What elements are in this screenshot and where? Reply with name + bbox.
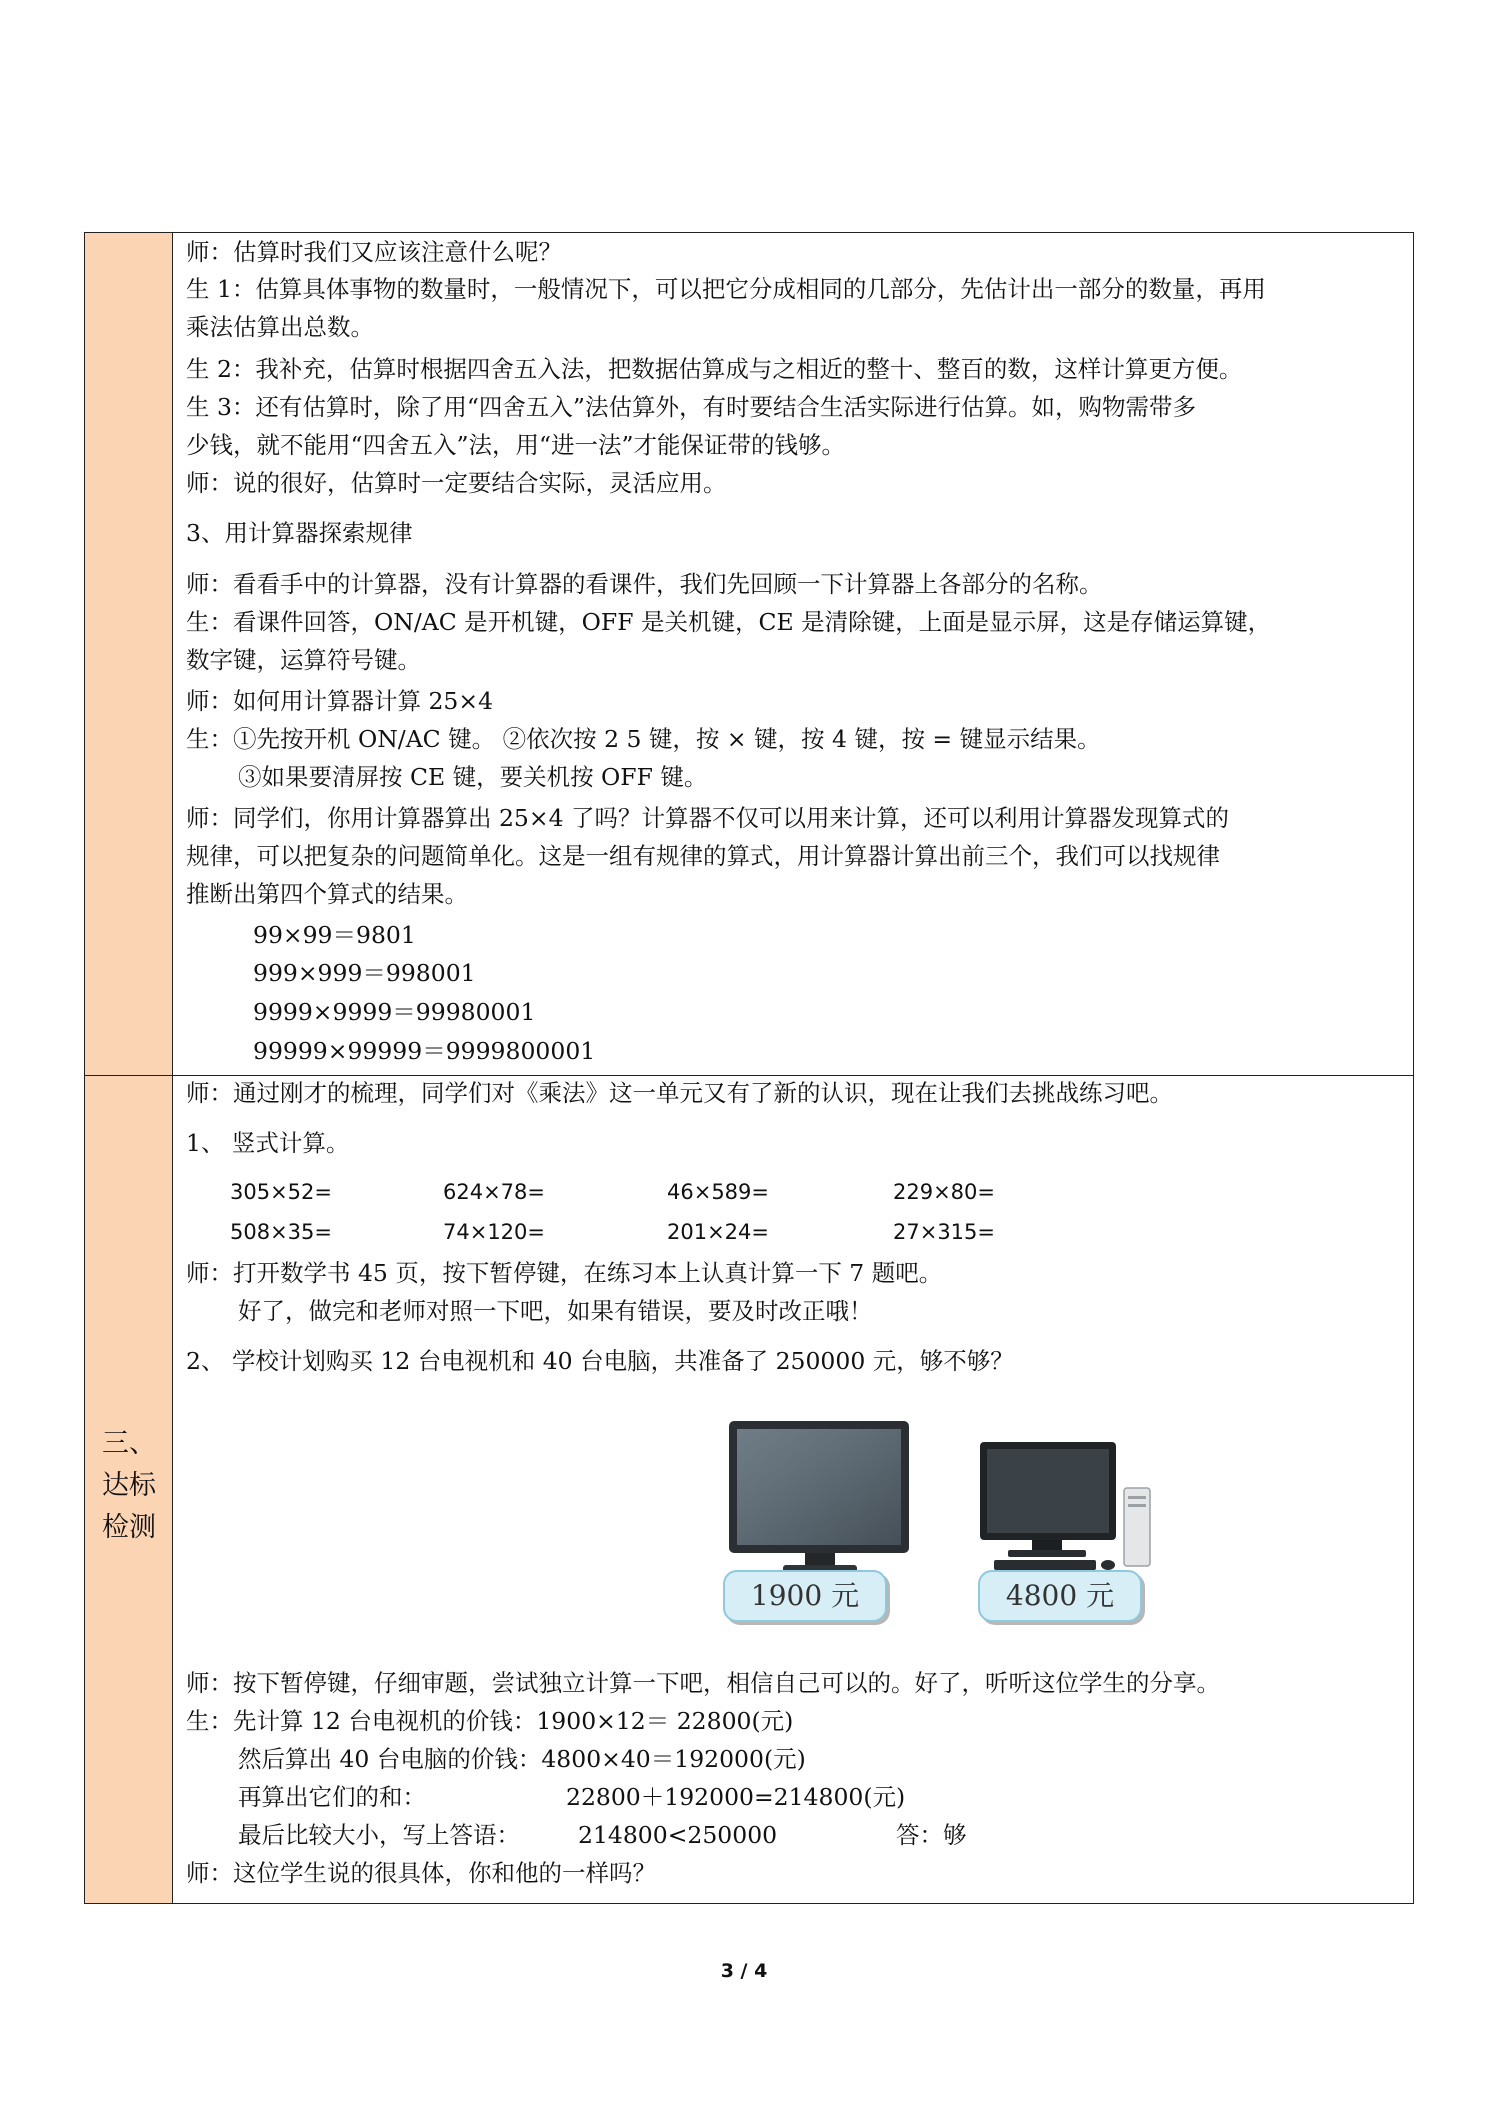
text-line: 数字键，运算符号键。 [186, 646, 421, 674]
text-line: 师：通过刚才的梳理，同学们对《乘法》这一单元又有了新的认识，现在让我们去挑战练习吧。 [186, 1079, 1173, 1107]
desktop-computer-icon [968, 1440, 1168, 1575]
exercise-item: 27×315= [893, 1220, 995, 1244]
text-line: 214800<250000 [578, 1821, 778, 1849]
text-line: 师：这位学生说的很具体，你和他的一样吗？ [186, 1859, 656, 1887]
equation-line: 99999×99999＝9999800001 [253, 1037, 596, 1065]
text-line: 生 2：我补充，估算时根据四舍五入法，把数据估算成与之相近的整十、整百的数，这样计算更方便。 [186, 355, 1243, 383]
tv-price-tag: 1900 元 [723, 1570, 887, 1622]
desktop-computer-figure [968, 1440, 1168, 1575]
text-line: 师：同学们，你用计算器算出 25×4 了吗？计算器不仅可以用来计算，还可以利用计算器发现算式的 [186, 804, 1229, 832]
text-line: 再算出它们的和： [238, 1783, 426, 1811]
row-divider [85, 1075, 1413, 1076]
text-line: 最后比较大小，写上答语： [238, 1821, 520, 1849]
page-number: 3 / 4 [720, 1960, 768, 1982]
section-label-line: 达标 [102, 1470, 156, 1501]
text-line: 生 1：估算具体事物的数量时，一般情况下，可以把它分成相同的几部分，先估计出一部分的数量，再用 [186, 275, 1266, 303]
section-label-line: 检测 [102, 1512, 156, 1543]
equation-line: 99×99＝9801 [253, 921, 416, 949]
exercise-item: 46×589= [667, 1180, 769, 1204]
exercise-item: 624×78= [443, 1180, 545, 1204]
text-line: 少钱，就不能用“四舍五入”法，用“进一法”才能保证带的钱够。 [186, 431, 846, 459]
text-line: 师：打开数学书 45 页，按下暂停键，在练习本上认真计算一下 7 题吧。 [186, 1259, 943, 1287]
text-line: 推断出第四个算式的结果。 [186, 880, 468, 908]
question-title: 1、 竖式计算。 [186, 1129, 350, 1157]
text-line: 生 3：还有估算时，除了用“四舍五入”法估算外，有时要结合生活实际进行估算。如，购物需带多 [186, 393, 1196, 421]
tv-monitor-icon [725, 1415, 915, 1580]
exercise-item: 229×80= [893, 1180, 995, 1204]
computer-price-tag: 4800 元 [978, 1570, 1142, 1622]
text-line: 师：如何用计算器计算 25×4 [186, 687, 494, 715]
exercise-item: 305×52= [230, 1180, 332, 1204]
equation-line: 9999×9999＝99980001 [253, 998, 536, 1026]
text-line: ③如果要清屏按 CE 键，要关机按 OFF 键。 [238, 763, 708, 791]
text-line: 好了，做完和老师对照一下吧，如果有错误，要及时改正哦！ [238, 1297, 873, 1325]
text-line: 师：说的很好，估算时一定要结合实际，灵活应用。 [186, 469, 727, 497]
text-line: 师：看看手中的计算器，没有计算器的看课件，我们先回顾一下计算器上各部分的名称。 [186, 570, 1103, 598]
section-label-column [85, 233, 173, 1903]
question-title: 2、 学校计划购买 12 台电视机和 40 台电脑，共准备了 250000 元，够不够？ [186, 1347, 1014, 1375]
exercise-item: 201×24= [667, 1220, 769, 1244]
text-line: 师：估算时我们又应该注意什么呢？ [186, 238, 562, 266]
exercise-item: 74×120= [443, 1220, 545, 1244]
text-line: 师：按下暂停键，仔细审题，尝试独立计算一下吧，相信自己可以的。好了，听听这位学生的分享。 [186, 1669, 1220, 1697]
answer-text: 答：够 [896, 1821, 967, 1849]
text-line: 规律，可以把复杂的问题简单化。这是一组有规律的算式，用计算器计算出前三个，我们可以找规律 [186, 842, 1220, 870]
text-line: 生：①先按开机 ON/AC 键。 ②依次按 2 5 键，按 × 键，按 4 键，按 = 键显示结果。 [186, 725, 1101, 753]
text-line: 生：看课件回答，ON/AC 是开机键，OFF 是关机键，CE 是清除键，上面是显示屏，这是存储运算键， [186, 608, 1272, 636]
text-line: 22800＋192000=214800(元) [566, 1783, 906, 1811]
equation-line: 999×999＝998001 [253, 959, 476, 987]
section-label-line: 三、 [102, 1428, 156, 1459]
tv-monitor-figure [725, 1415, 915, 1580]
exercise-item: 508×35= [230, 1220, 332, 1244]
text-line: 生：先计算 12 台电视机的价钱：1900×12＝ 22800(元) [186, 1707, 794, 1735]
text-line: 然后算出 40 台电脑的价钱：4800×40＝192000(元) [238, 1745, 806, 1773]
text-line: 乘法估算出总数。 [186, 313, 374, 341]
text-line: 3、用计算器探索规律 [186, 519, 413, 547]
